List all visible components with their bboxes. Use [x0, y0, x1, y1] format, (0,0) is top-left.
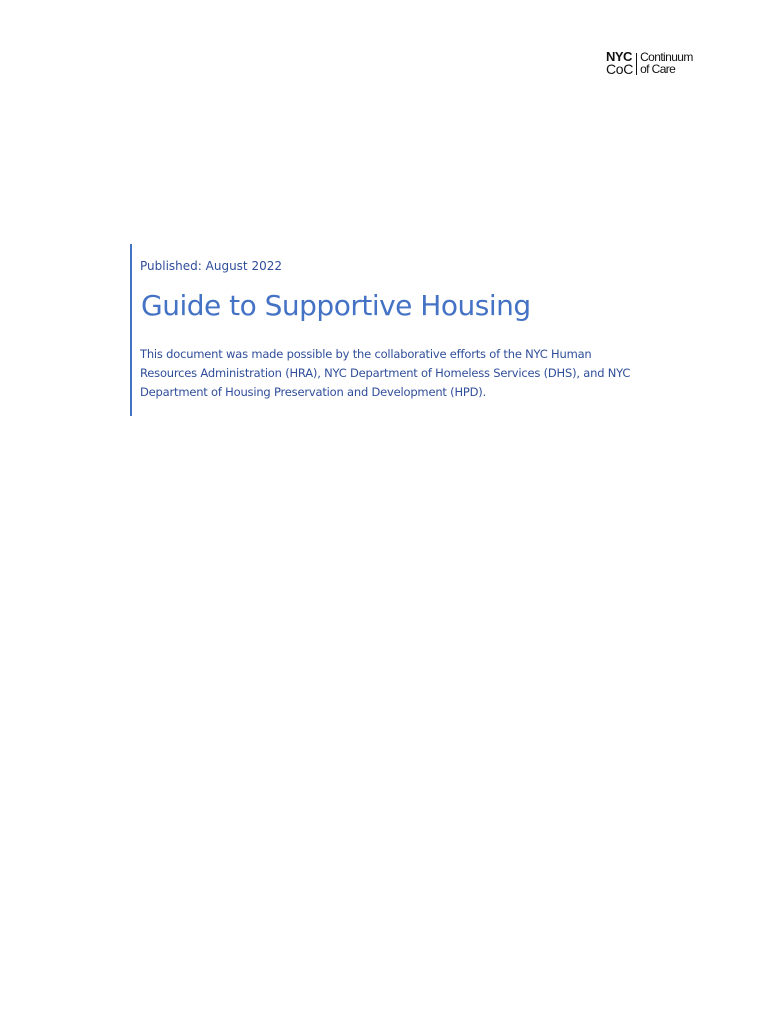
logo-name: [640, 51, 693, 75]
logo-coc-text: CoC: [606, 61, 634, 77]
cover-block: [130, 244, 632, 416]
logo-acronym: [606, 51, 633, 75]
logo-divider: [636, 53, 637, 75]
logo-continuum-text: Continuum: [640, 50, 693, 64]
document-description: This document was made possible by the collaborative efforts of the NYC Human Resources Administration (HRA), NYC Department of Homeless Services (DHS), and NYC Department of Housing Preservation and Development (HPD).: [140, 347, 631, 399]
document-title: Guide to Supportive Housing: [141, 289, 531, 322]
logo-of-care-text: of Care: [640, 62, 676, 76]
published-date: Published: August 2022: [140, 259, 282, 273]
logo-nyc-text: NYC: [606, 49, 632, 64]
nyc-coc-logo: [606, 51, 693, 75]
